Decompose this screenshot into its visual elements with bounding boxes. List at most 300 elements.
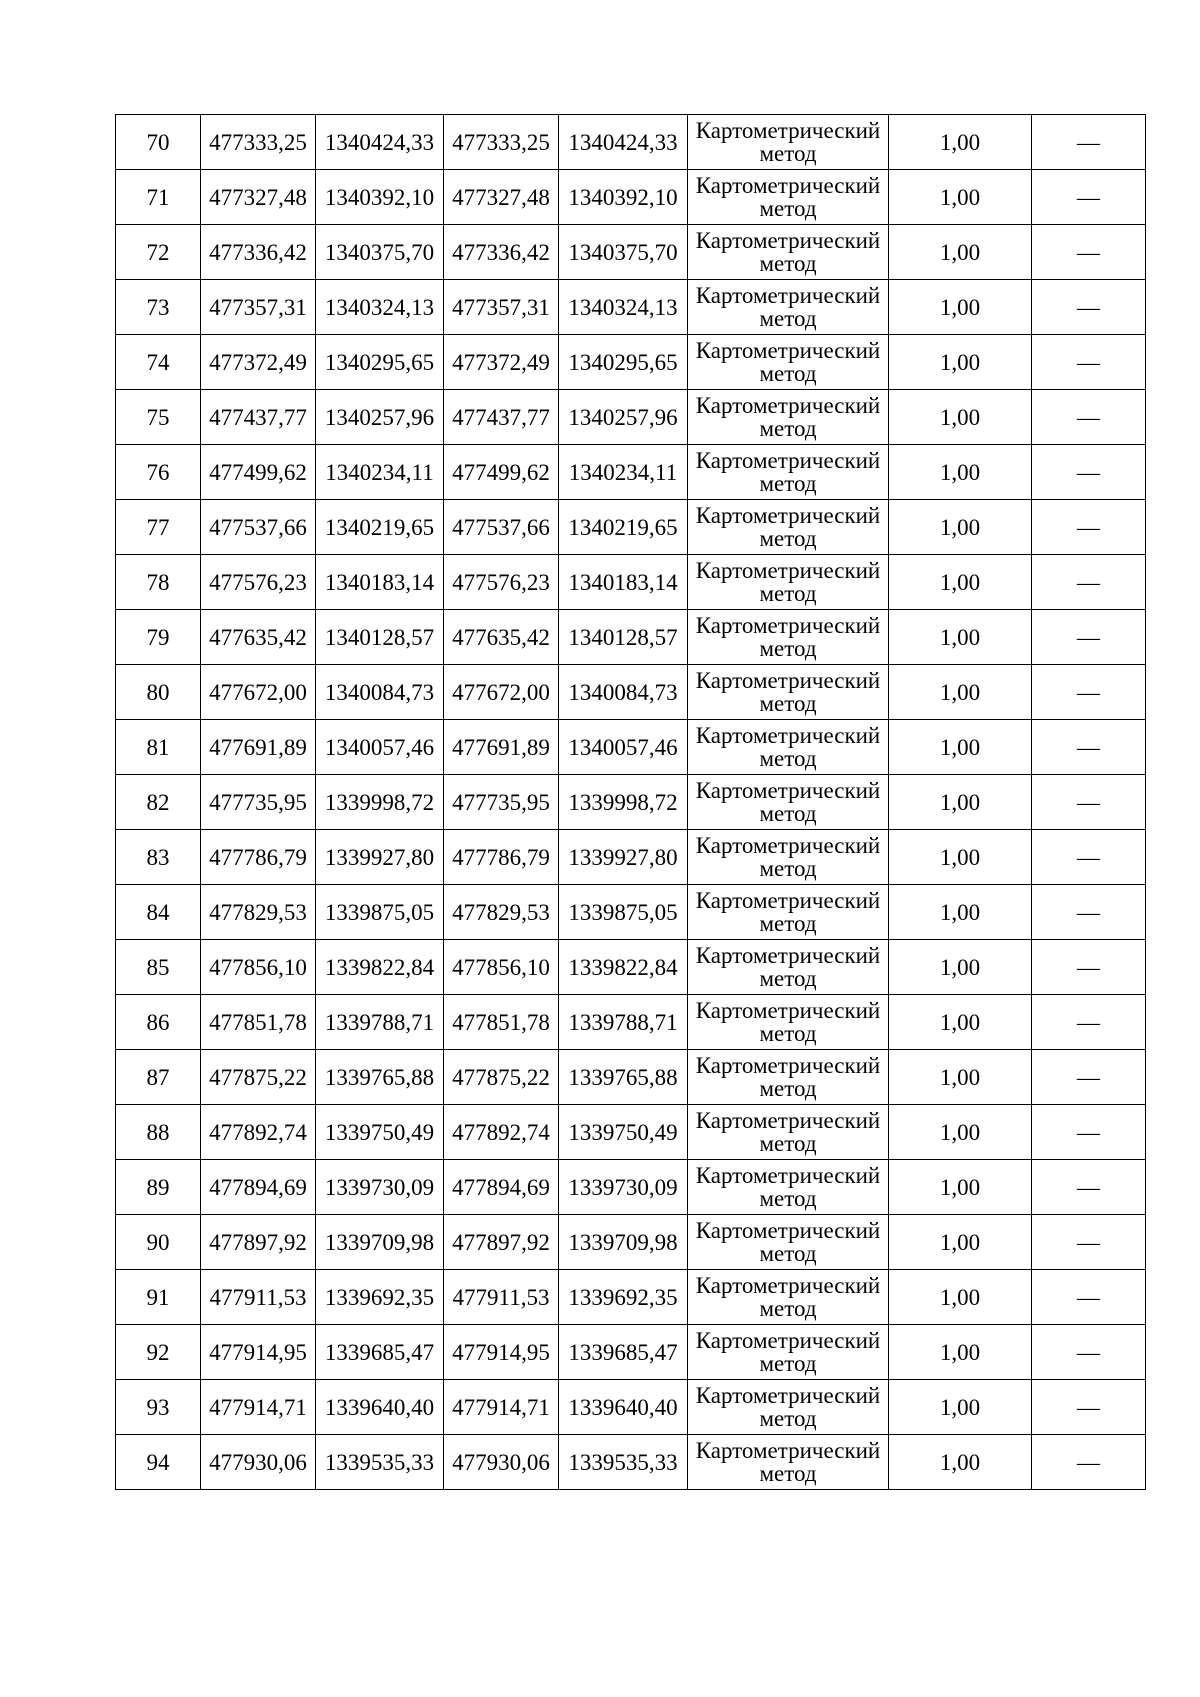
method-cell bbox=[688, 995, 889, 1050]
existing-x-cell: 477691,89 bbox=[201, 720, 316, 775]
note-dash: — bbox=[1077, 1064, 1100, 1090]
accuracy-cell: 1,00 bbox=[889, 280, 1032, 335]
refined-y-cell: 1339788,71 bbox=[559, 995, 688, 1050]
note-dash: — bbox=[1077, 789, 1100, 815]
existing-y-cell: 1340084,73 bbox=[316, 665, 444, 720]
existing-y-cell: 1339765,88 bbox=[316, 1050, 444, 1105]
note-cell bbox=[1032, 830, 1146, 885]
method-cell bbox=[688, 225, 889, 280]
refined-y-cell: 1339927,80 bbox=[559, 830, 688, 885]
note-dash: — bbox=[1077, 129, 1100, 155]
method-text-line1: Картометрический bbox=[695, 998, 881, 1023]
method-text-line2: метод bbox=[759, 196, 817, 221]
refined-y-cell: 1339765,88 bbox=[559, 1050, 688, 1105]
coordinates-table bbox=[115, 114, 1146, 1490]
accuracy-cell: 1,00 bbox=[889, 1325, 1032, 1380]
existing-y-cell: 1340183,14 bbox=[316, 555, 444, 610]
note-cell bbox=[1032, 1215, 1146, 1270]
refined-y-cell: 1339709,98 bbox=[559, 1215, 688, 1270]
refined-x-cell: 477327,48 bbox=[444, 170, 559, 225]
point-number-cell: 71 bbox=[116, 170, 201, 225]
method-text-line2: метод bbox=[759, 636, 817, 661]
method-text-line1: Картометрический bbox=[695, 1328, 881, 1353]
method-text-line1: Картометрический bbox=[695, 1383, 881, 1408]
point-number-cell: 73 bbox=[116, 280, 201, 335]
method-text-line1: Картометрический bbox=[695, 1218, 881, 1243]
accuracy-cell: 1,00 bbox=[889, 830, 1032, 885]
note-cell bbox=[1032, 610, 1146, 665]
point-number-cell: 79 bbox=[116, 610, 201, 665]
refined-y-cell: 1340375,70 bbox=[559, 225, 688, 280]
method-text-line2: метод bbox=[759, 141, 817, 166]
table-row bbox=[116, 775, 1146, 830]
table-row bbox=[116, 1160, 1146, 1215]
accuracy-cell: 1,00 bbox=[889, 1050, 1032, 1105]
note-cell bbox=[1032, 225, 1146, 280]
method-text-line2: метод bbox=[759, 801, 817, 826]
method-cell bbox=[688, 1270, 889, 1325]
refined-y-cell: 1339875,05 bbox=[559, 885, 688, 940]
method-text-line2: метод bbox=[759, 416, 817, 441]
method-text-line1: Картометрический bbox=[695, 338, 881, 363]
existing-x-cell: 477372,49 bbox=[201, 335, 316, 390]
method-text-line1: Картометрический bbox=[695, 613, 881, 638]
existing-y-cell: 1339535,33 bbox=[316, 1435, 444, 1490]
note-cell bbox=[1032, 720, 1146, 775]
refined-x-cell: 477635,42 bbox=[444, 610, 559, 665]
note-dash: — bbox=[1077, 1229, 1100, 1255]
existing-y-cell: 1339822,84 bbox=[316, 940, 444, 995]
accuracy-cell: 1,00 bbox=[889, 1435, 1032, 1490]
note-dash: — bbox=[1077, 899, 1100, 925]
existing-x-cell: 477672,00 bbox=[201, 665, 316, 720]
existing-y-cell: 1339927,80 bbox=[316, 830, 444, 885]
table-row bbox=[116, 1325, 1146, 1380]
refined-y-cell: 1339685,47 bbox=[559, 1325, 688, 1380]
method-text-line1: Картометрический bbox=[695, 833, 881, 858]
accuracy-cell: 1,00 bbox=[889, 115, 1032, 170]
existing-y-cell: 1339875,05 bbox=[316, 885, 444, 940]
note-cell bbox=[1032, 885, 1146, 940]
existing-y-cell: 1339750,49 bbox=[316, 1105, 444, 1160]
method-cell bbox=[688, 115, 889, 170]
existing-y-cell: 1340375,70 bbox=[316, 225, 444, 280]
method-text-line2: метод bbox=[759, 251, 817, 276]
note-cell bbox=[1032, 555, 1146, 610]
note-cell bbox=[1032, 1050, 1146, 1105]
method-cell bbox=[688, 335, 889, 390]
table-row bbox=[116, 225, 1146, 280]
existing-y-cell: 1340424,33 bbox=[316, 115, 444, 170]
existing-x-cell: 477735,95 bbox=[201, 775, 316, 830]
refined-x-cell: 477499,62 bbox=[444, 445, 559, 500]
note-dash: — bbox=[1077, 514, 1100, 540]
point-number-cell: 81 bbox=[116, 720, 201, 775]
existing-x-cell: 477576,23 bbox=[201, 555, 316, 610]
note-cell bbox=[1032, 1325, 1146, 1380]
refined-x-cell: 477892,74 bbox=[444, 1105, 559, 1160]
table-row bbox=[116, 335, 1146, 390]
note-dash: — bbox=[1077, 1009, 1100, 1035]
existing-x-cell: 477911,53 bbox=[201, 1270, 316, 1325]
existing-x-cell: 477930,06 bbox=[201, 1435, 316, 1490]
existing-y-cell: 1339998,72 bbox=[316, 775, 444, 830]
existing-x-cell: 477336,42 bbox=[201, 225, 316, 280]
existing-y-cell: 1340057,46 bbox=[316, 720, 444, 775]
note-cell bbox=[1032, 995, 1146, 1050]
existing-y-cell: 1340392,10 bbox=[316, 170, 444, 225]
accuracy-cell: 1,00 bbox=[889, 335, 1032, 390]
note-dash: — bbox=[1077, 1284, 1100, 1310]
refined-x-cell: 477911,53 bbox=[444, 1270, 559, 1325]
method-text-line2: метод bbox=[759, 1461, 817, 1486]
method-text-line1: Картометрический bbox=[695, 778, 881, 803]
table-row bbox=[116, 885, 1146, 940]
existing-x-cell: 477894,69 bbox=[201, 1160, 316, 1215]
method-text-line2: метод bbox=[759, 746, 817, 771]
method-cell bbox=[688, 885, 889, 940]
note-dash: — bbox=[1077, 184, 1100, 210]
refined-x-cell: 477735,95 bbox=[444, 775, 559, 830]
refined-y-cell: 1339750,49 bbox=[559, 1105, 688, 1160]
point-number-cell: 83 bbox=[116, 830, 201, 885]
refined-x-cell: 477372,49 bbox=[444, 335, 559, 390]
existing-y-cell: 1339788,71 bbox=[316, 995, 444, 1050]
point-number-cell: 82 bbox=[116, 775, 201, 830]
refined-x-cell: 477691,89 bbox=[444, 720, 559, 775]
accuracy-cell: 1,00 bbox=[889, 390, 1032, 445]
refined-y-cell: 1340183,14 bbox=[559, 555, 688, 610]
table-row bbox=[116, 665, 1146, 720]
method-cell bbox=[688, 830, 889, 885]
accuracy-cell: 1,00 bbox=[889, 1380, 1032, 1435]
method-text-line1: Картометрический bbox=[695, 393, 881, 418]
note-dash: — bbox=[1077, 569, 1100, 595]
method-text-line2: метод bbox=[759, 1131, 817, 1156]
table-row bbox=[116, 500, 1146, 555]
table-row bbox=[116, 1380, 1146, 1435]
note-cell bbox=[1032, 390, 1146, 445]
existing-y-cell: 1340295,65 bbox=[316, 335, 444, 390]
table-row bbox=[116, 1050, 1146, 1105]
note-cell bbox=[1032, 1105, 1146, 1160]
point-number-cell: 70 bbox=[116, 115, 201, 170]
refined-y-cell: 1340128,57 bbox=[559, 610, 688, 665]
table-row bbox=[116, 115, 1146, 170]
refined-x-cell: 477357,31 bbox=[444, 280, 559, 335]
refined-y-cell: 1339692,35 bbox=[559, 1270, 688, 1325]
method-cell bbox=[688, 280, 889, 335]
method-text-line2: метод bbox=[759, 526, 817, 551]
existing-x-cell: 477914,71 bbox=[201, 1380, 316, 1435]
point-number-cell: 74 bbox=[116, 335, 201, 390]
method-text-line1: Картометрический bbox=[695, 173, 881, 198]
point-number-cell: 80 bbox=[116, 665, 201, 720]
method-cell bbox=[688, 665, 889, 720]
refined-y-cell: 1340424,33 bbox=[559, 115, 688, 170]
method-text-line2: метод bbox=[759, 966, 817, 991]
existing-x-cell: 477851,78 bbox=[201, 995, 316, 1050]
refined-x-cell: 477914,95 bbox=[444, 1325, 559, 1380]
method-text-line1: Картометрический bbox=[695, 228, 881, 253]
refined-y-cell: 1340084,73 bbox=[559, 665, 688, 720]
accuracy-cell: 1,00 bbox=[889, 500, 1032, 555]
refined-y-cell: 1340057,46 bbox=[559, 720, 688, 775]
method-cell bbox=[688, 1325, 889, 1380]
table-row bbox=[116, 995, 1146, 1050]
note-cell bbox=[1032, 1380, 1146, 1435]
refined-x-cell: 477875,22 bbox=[444, 1050, 559, 1105]
point-number-cell: 92 bbox=[116, 1325, 201, 1380]
method-text-line1: Картометрический bbox=[695, 558, 881, 583]
existing-y-cell: 1340257,96 bbox=[316, 390, 444, 445]
note-cell bbox=[1032, 115, 1146, 170]
accuracy-cell: 1,00 bbox=[889, 940, 1032, 995]
table-row bbox=[116, 170, 1146, 225]
refined-y-cell: 1339535,33 bbox=[559, 1435, 688, 1490]
method-cell bbox=[688, 1380, 889, 1435]
method-text-line1: Картометрический bbox=[695, 503, 881, 528]
note-dash: — bbox=[1077, 679, 1100, 705]
refined-x-cell: 477576,23 bbox=[444, 555, 559, 610]
existing-y-cell: 1340128,57 bbox=[316, 610, 444, 665]
method-text-line1: Картометрический bbox=[695, 283, 881, 308]
note-dash: — bbox=[1077, 349, 1100, 375]
refined-y-cell: 1339640,40 bbox=[559, 1380, 688, 1435]
refined-y-cell: 1340324,13 bbox=[559, 280, 688, 335]
method-text-line1: Картометрический bbox=[695, 1053, 881, 1078]
existing-x-cell: 477897,92 bbox=[201, 1215, 316, 1270]
point-number-cell: 78 bbox=[116, 555, 201, 610]
method-text-line2: метод bbox=[759, 471, 817, 496]
refined-y-cell: 1339730,09 bbox=[559, 1160, 688, 1215]
method-cell bbox=[688, 1215, 889, 1270]
point-number-cell: 91 bbox=[116, 1270, 201, 1325]
method-text-line2: метод bbox=[759, 1296, 817, 1321]
refined-y-cell: 1339822,84 bbox=[559, 940, 688, 995]
refined-x-cell: 477856,10 bbox=[444, 940, 559, 995]
table-row bbox=[116, 280, 1146, 335]
table-row bbox=[116, 1435, 1146, 1490]
method-text-line2: метод bbox=[759, 1076, 817, 1101]
point-number-cell: 94 bbox=[116, 1435, 201, 1490]
existing-x-cell: 477635,42 bbox=[201, 610, 316, 665]
existing-y-cell: 1339709,98 bbox=[316, 1215, 444, 1270]
existing-x-cell: 477437,77 bbox=[201, 390, 316, 445]
note-dash: — bbox=[1077, 404, 1100, 430]
method-cell bbox=[688, 1050, 889, 1105]
note-dash: — bbox=[1077, 844, 1100, 870]
existing-x-cell: 477499,62 bbox=[201, 445, 316, 500]
method-text-line1: Картометрический bbox=[695, 1108, 881, 1133]
table-row bbox=[116, 1270, 1146, 1325]
existing-x-cell: 477914,95 bbox=[201, 1325, 316, 1380]
point-number-cell: 85 bbox=[116, 940, 201, 995]
refined-x-cell: 477894,69 bbox=[444, 1160, 559, 1215]
table-row bbox=[116, 830, 1146, 885]
point-number-cell: 93 bbox=[116, 1380, 201, 1435]
table-row bbox=[116, 555, 1146, 610]
method-cell bbox=[688, 445, 889, 500]
note-dash: — bbox=[1077, 1119, 1100, 1145]
note-dash: — bbox=[1077, 1449, 1100, 1475]
table-row bbox=[116, 1215, 1146, 1270]
refined-x-cell: 477786,79 bbox=[444, 830, 559, 885]
method-text-line1: Картометрический bbox=[695, 448, 881, 473]
refined-y-cell: 1340295,65 bbox=[559, 335, 688, 390]
note-dash: — bbox=[1077, 954, 1100, 980]
method-text-line1: Картометрический bbox=[695, 668, 881, 693]
point-number-cell: 86 bbox=[116, 995, 201, 1050]
refined-x-cell: 477930,06 bbox=[444, 1435, 559, 1490]
refined-x-cell: 477914,71 bbox=[444, 1380, 559, 1435]
method-cell bbox=[688, 775, 889, 830]
method-text-line2: метод bbox=[759, 691, 817, 716]
method-cell bbox=[688, 1435, 889, 1490]
existing-x-cell: 477327,48 bbox=[201, 170, 316, 225]
refined-x-cell: 477829,53 bbox=[444, 885, 559, 940]
existing-x-cell: 477875,22 bbox=[201, 1050, 316, 1105]
refined-y-cell: 1339998,72 bbox=[559, 775, 688, 830]
refined-y-cell: 1340392,10 bbox=[559, 170, 688, 225]
point-number-cell: 75 bbox=[116, 390, 201, 445]
method-cell bbox=[688, 170, 889, 225]
accuracy-cell: 1,00 bbox=[889, 720, 1032, 775]
method-text-line1: Картометрический bbox=[695, 943, 881, 968]
note-cell bbox=[1032, 1160, 1146, 1215]
method-text-line2: метод bbox=[759, 361, 817, 386]
method-cell bbox=[688, 500, 889, 555]
method-cell bbox=[688, 1105, 889, 1160]
existing-x-cell: 477786,79 bbox=[201, 830, 316, 885]
method-cell bbox=[688, 610, 889, 665]
method-text-line2: метод bbox=[759, 581, 817, 606]
refined-y-cell: 1340219,65 bbox=[559, 500, 688, 555]
existing-y-cell: 1340324,13 bbox=[316, 280, 444, 335]
method-text-line2: метод bbox=[759, 1406, 817, 1431]
refined-x-cell: 477672,00 bbox=[444, 665, 559, 720]
note-dash: — bbox=[1077, 239, 1100, 265]
existing-x-cell: 477856,10 bbox=[201, 940, 316, 995]
note-cell bbox=[1032, 280, 1146, 335]
method-cell bbox=[688, 390, 889, 445]
accuracy-cell: 1,00 bbox=[889, 225, 1032, 280]
table-body bbox=[116, 115, 1146, 1490]
existing-x-cell: 477892,74 bbox=[201, 1105, 316, 1160]
note-cell bbox=[1032, 665, 1146, 720]
note-cell bbox=[1032, 170, 1146, 225]
table-row bbox=[116, 445, 1146, 500]
note-cell bbox=[1032, 445, 1146, 500]
method-cell bbox=[688, 1160, 889, 1215]
refined-x-cell: 477537,66 bbox=[444, 500, 559, 555]
accuracy-cell: 1,00 bbox=[889, 1270, 1032, 1325]
note-cell bbox=[1032, 335, 1146, 390]
accuracy-cell: 1,00 bbox=[889, 1105, 1032, 1160]
note-dash: — bbox=[1077, 1339, 1100, 1365]
existing-y-cell: 1340219,65 bbox=[316, 500, 444, 555]
accuracy-cell: 1,00 bbox=[889, 885, 1032, 940]
point-number-cell: 77 bbox=[116, 500, 201, 555]
note-dash: — bbox=[1077, 1394, 1100, 1420]
method-text-line1: Картометрический bbox=[695, 888, 881, 913]
table-row bbox=[116, 610, 1146, 665]
table-row bbox=[116, 720, 1146, 775]
method-text-line2: метод bbox=[759, 911, 817, 936]
point-number-cell: 89 bbox=[116, 1160, 201, 1215]
point-number-cell: 88 bbox=[116, 1105, 201, 1160]
point-number-cell: 76 bbox=[116, 445, 201, 500]
existing-y-cell: 1339692,35 bbox=[316, 1270, 444, 1325]
existing-y-cell: 1340234,11 bbox=[316, 445, 444, 500]
accuracy-cell: 1,00 bbox=[889, 555, 1032, 610]
method-text-line1: Картометрический bbox=[695, 1163, 881, 1188]
table-row bbox=[116, 1105, 1146, 1160]
method-text-line2: метод bbox=[759, 1021, 817, 1046]
method-text-line1: Картометрический bbox=[695, 723, 881, 748]
method-cell bbox=[688, 555, 889, 610]
note-dash: — bbox=[1077, 459, 1100, 485]
existing-x-cell: 477357,31 bbox=[201, 280, 316, 335]
table-row bbox=[116, 390, 1146, 445]
refined-x-cell: 477851,78 bbox=[444, 995, 559, 1050]
note-cell bbox=[1032, 1435, 1146, 1490]
refined-x-cell: 477336,42 bbox=[444, 225, 559, 280]
accuracy-cell: 1,00 bbox=[889, 1215, 1032, 1270]
method-text-line2: метод bbox=[759, 856, 817, 881]
accuracy-cell: 1,00 bbox=[889, 995, 1032, 1050]
accuracy-cell: 1,00 bbox=[889, 445, 1032, 500]
method-text-line1: Картометрический bbox=[695, 1438, 881, 1463]
existing-y-cell: 1339685,47 bbox=[316, 1325, 444, 1380]
existing-x-cell: 477829,53 bbox=[201, 885, 316, 940]
accuracy-cell: 1,00 bbox=[889, 170, 1032, 225]
table-row bbox=[116, 940, 1146, 995]
method-text-line2: метод bbox=[759, 1186, 817, 1211]
existing-x-cell: 477537,66 bbox=[201, 500, 316, 555]
note-dash: — bbox=[1077, 734, 1100, 760]
note-dash: — bbox=[1077, 294, 1100, 320]
method-cell bbox=[688, 940, 889, 995]
accuracy-cell: 1,00 bbox=[889, 610, 1032, 665]
note-cell bbox=[1032, 500, 1146, 555]
point-number-cell: 90 bbox=[116, 1215, 201, 1270]
accuracy-cell: 1,00 bbox=[889, 665, 1032, 720]
method-text-line1: Картометрический bbox=[695, 118, 881, 143]
method-text-line1: Картометрический bbox=[695, 1273, 881, 1298]
refined-y-cell: 1340234,11 bbox=[559, 445, 688, 500]
note-cell bbox=[1032, 1270, 1146, 1325]
refined-y-cell: 1340257,96 bbox=[559, 390, 688, 445]
method-text-line2: метод bbox=[759, 1351, 817, 1376]
point-number-cell: 84 bbox=[116, 885, 201, 940]
method-cell bbox=[688, 720, 889, 775]
note-dash: — bbox=[1077, 624, 1100, 650]
point-number-cell: 87 bbox=[116, 1050, 201, 1105]
accuracy-cell: 1,00 bbox=[889, 1160, 1032, 1215]
method-text-line2: метод bbox=[759, 1241, 817, 1266]
existing-y-cell: 1339640,40 bbox=[316, 1380, 444, 1435]
note-dash: — bbox=[1077, 1174, 1100, 1200]
existing-x-cell: 477333,25 bbox=[201, 115, 316, 170]
point-number-cell: 72 bbox=[116, 225, 201, 280]
refined-x-cell: 477437,77 bbox=[444, 390, 559, 445]
existing-y-cell: 1339730,09 bbox=[316, 1160, 444, 1215]
refined-x-cell: 477333,25 bbox=[444, 115, 559, 170]
accuracy-cell: 1,00 bbox=[889, 775, 1032, 830]
note-cell bbox=[1032, 775, 1146, 830]
refined-x-cell: 477897,92 bbox=[444, 1215, 559, 1270]
